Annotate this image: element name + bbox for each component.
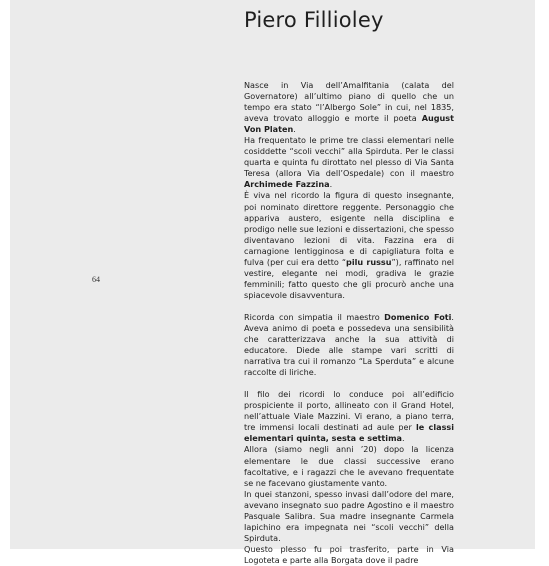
paragraph [244,489,454,544]
bold-name: le classi elementari quinta, sesta e settima [244,422,455,444]
text-run: . [329,179,333,190]
page-title: Piero Fillioley [244,8,384,32]
text-run: . Aveva animo di poeta e possedeva una sensibilità che caratterizzava anche la sua attività di educatore. Diede alle stampe vari scritti di narrativa tra cui il romanzo “La Sperduta” e alcune raccolte di liriche. [244,311,454,378]
text-run: . [293,124,296,135]
paragraph [244,190,454,300]
text-run: Questo plesso fu poi trasferito, parte in Via Logoteta e parte alla Borgata dove il padre [244,543,454,565]
text-run: Ha frequentato le prime tre classi elementari nelle cosiddette “scoli vecchi” alla Spirduta. Per le classi quarta e quinta fu dirottato nel plesso di Via Santa Teresa (allora Via dell’Ospedale) con il maestro [244,135,454,179]
body-text [244,80,454,566]
paragraph [244,544,454,566]
paragraph [244,389,454,444]
paragraph [244,312,454,378]
text-run: In quei stanzoni, spesso invasi dall’odore del mare, avevano insegnato suo padre Agostino e il maestro Pasquale Salibra. Sua madre insegnante Carmela Iapichino era impegnata nei “scoli vecchi” della Spirduta. [244,488,454,543]
text-run: . [401,433,405,444]
paragraph [244,444,454,488]
bold-name: Archimede Fazzina [244,179,330,190]
text-run: ”), raffinato nel vestire, elegante nei modi, gradiva le grazie femminili; fatto questo che gli procurò anche una spiacevole disavventura. [244,256,454,300]
text-run: Ricorda con simpatia il maestro [244,311,385,322]
text-run: È viva nel ricordo la figura di questo insegnante, poi nominato direttore reggente. Personaggio che appariva austero, esigente nella disciplina e prodigo nelle sue lezioni e dissertazioni, che spesso diventavano lezioni di vita. Fazzina era di carnagione lentigginosa e di capigliatura folta e fulva (per cui era detto “ [244,190,454,267]
bold-name: pilu russu [346,256,392,267]
text-run: Allora (siamo negli anni ’20) dopo la licenza elementare le due classi successive erano facoltative, e i ragazzi che le avevano frequentate se ne facevano giustamente vanto. [244,444,454,488]
page-number: 64 [92,275,100,284]
bold-name: Domenico Foti [384,311,452,322]
bold-name: August Von Platen [244,113,454,135]
text-run: Il filo dei ricordi lo conduce poi all’edificio prospiciente il porto, allineato con il Grand Hotel, nell’attuale Viale Mazzini. Vi erano, a piano terra, tre immensi locali destinati ad aule per [244,389,454,433]
paragraph [244,80,454,135]
paragraph [244,135,454,190]
text-run: Nasce in Via dell’Amalfitania (calata del Governatore) all’ultimo piano di quello che un tempo era stato “l’Albergo Sole” in cui, nel 1835, aveva trovato alloggio e morte il poeta [244,80,454,124]
